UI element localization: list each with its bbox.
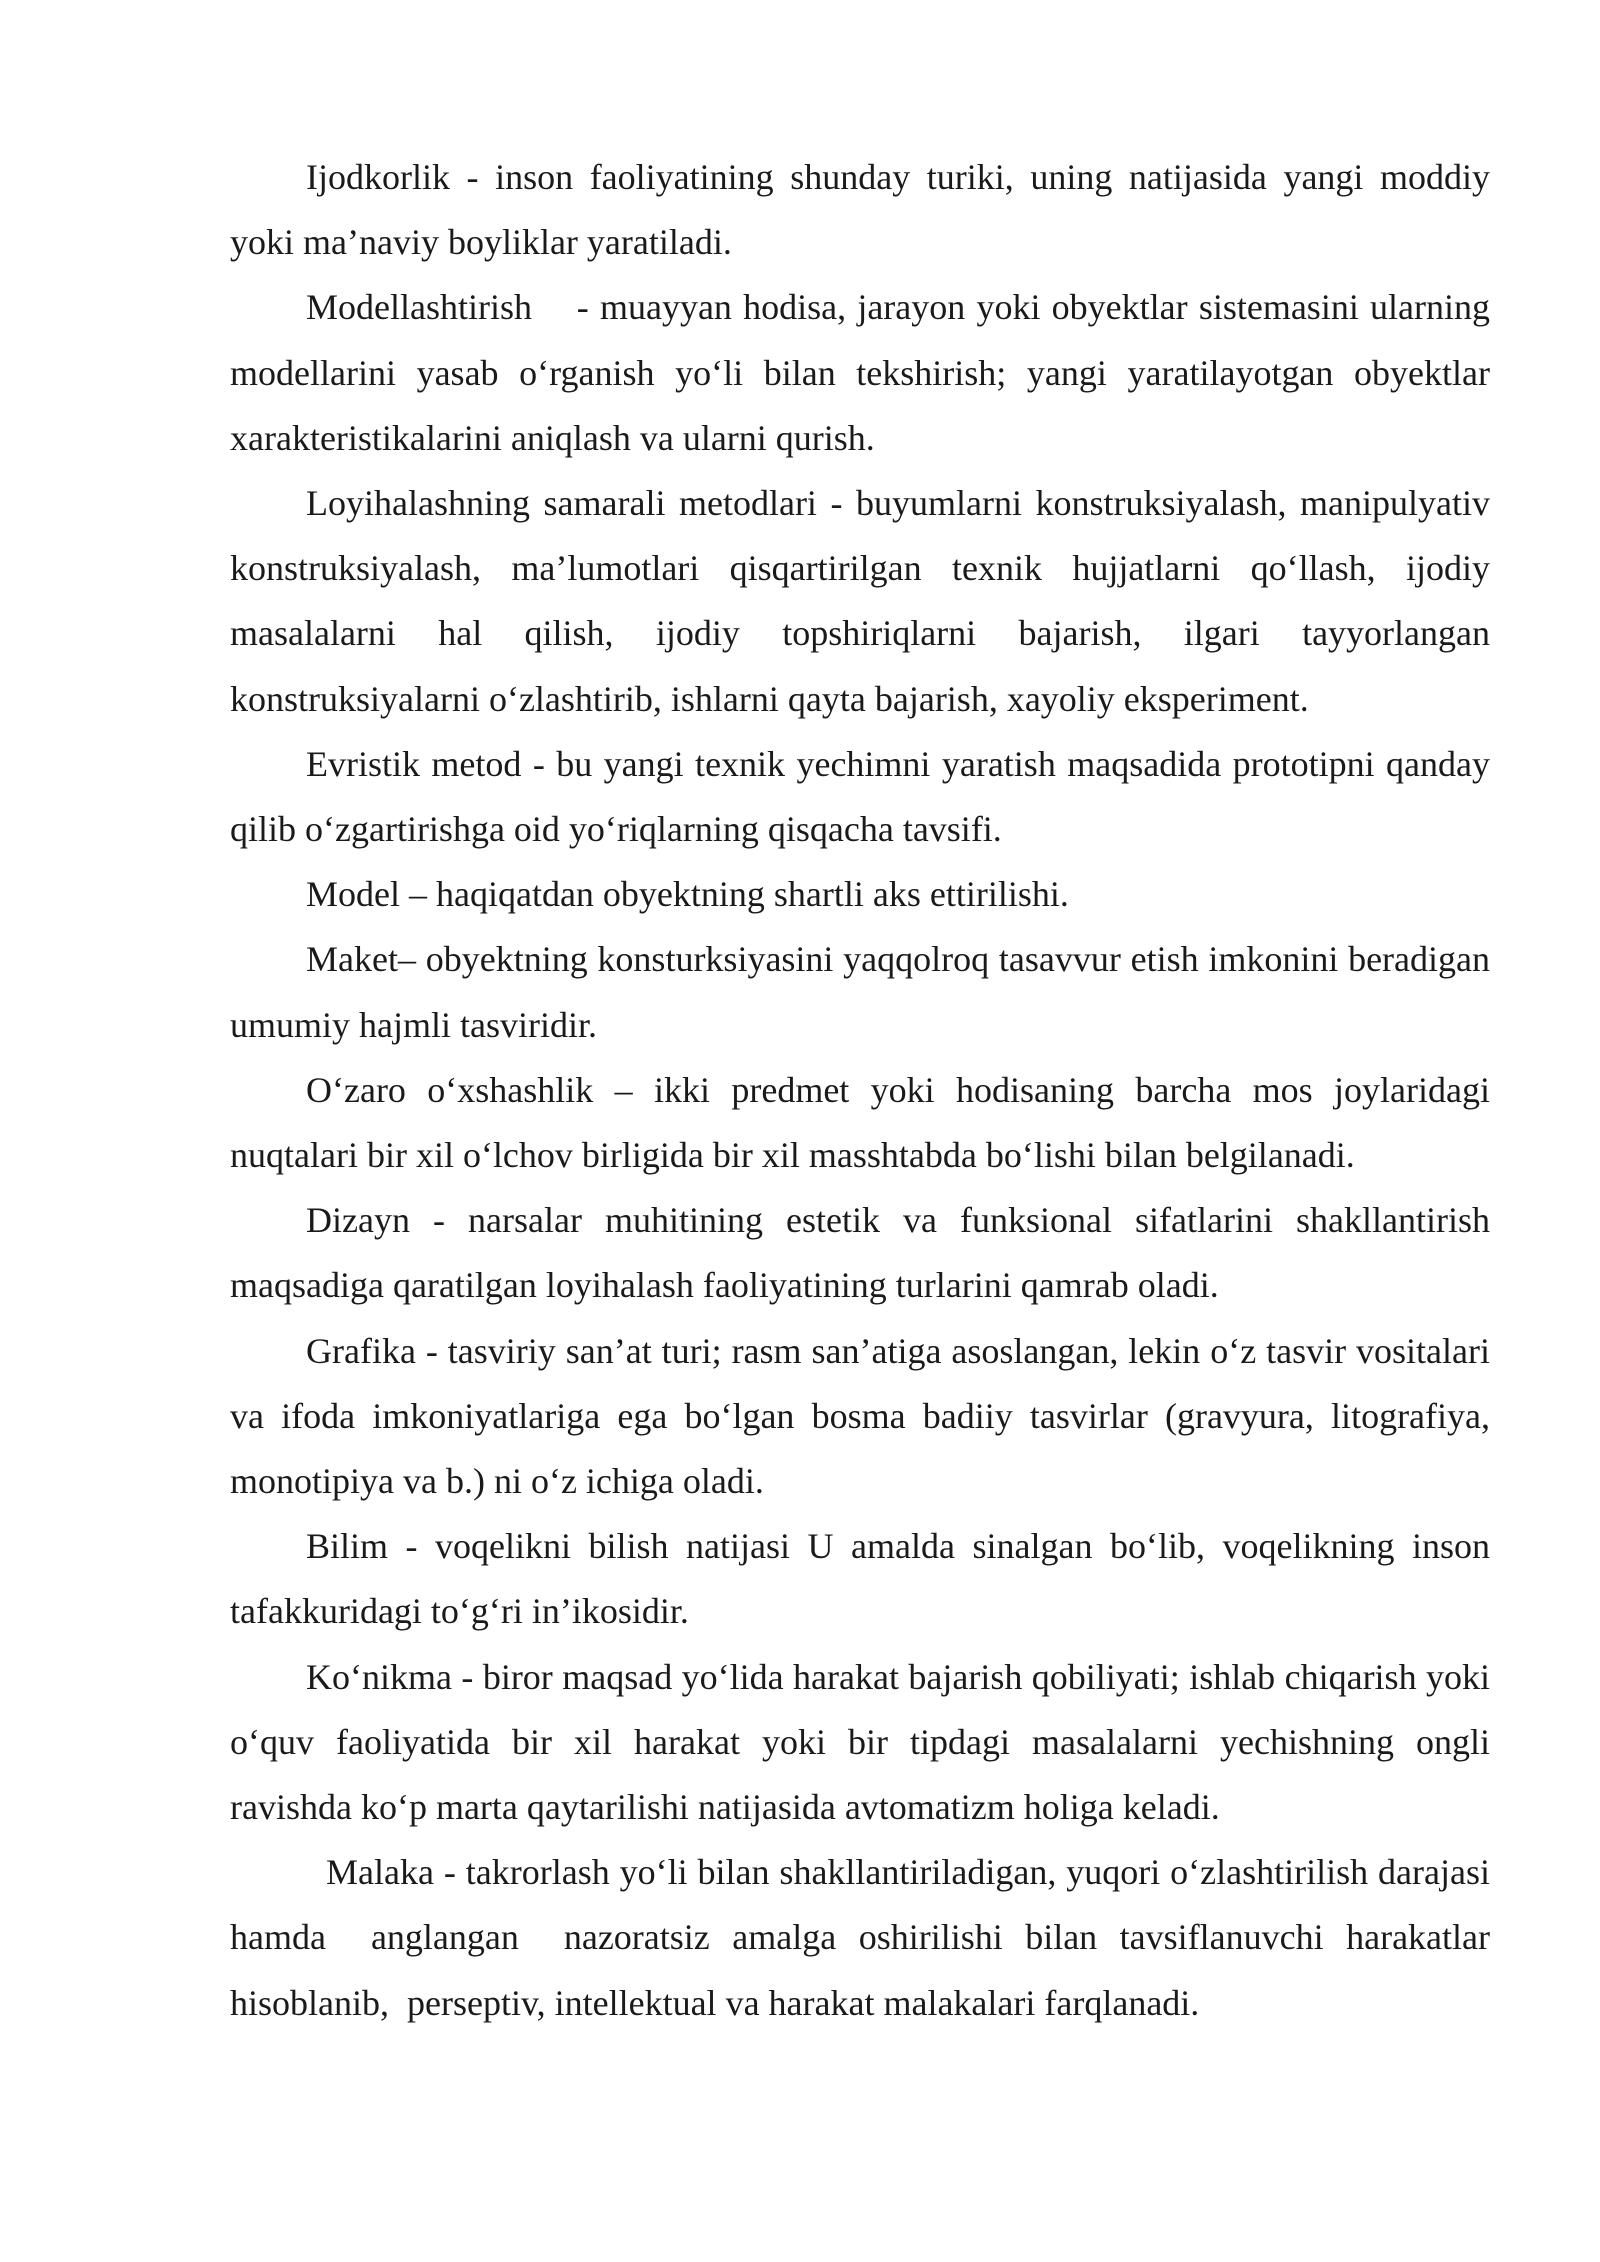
paragraph-ijodkorlik: Ijodkorlik - inson faoliyatining shunday turiki, uning natijasida yangi moddiy yoki ma’naviy boyliklar yaratiladi. (230, 157, 1490, 263)
paragraph-ozaro-oxshashlik: O‘zaro o‘xshashlik – ikki predmet yoki hodisaning barcha mos joylaridagi nuqtalari bir xil o‘lchov birligida bir xil masshtabda bo‘lishi bilan belgilanadi. (230, 1069, 1490, 1176)
paragraph-modellashtirish: Modellashtirish - muayyan hodisa, jarayon yoki obyektlar sistemasini ularning modellarini yasab o‘rganish yo‘li bilan tekshirish; yangi yaratilayotgan obyektlar xarakteristikalarini aniqlash va ularni qurish. (230, 287, 1499, 458)
paragraph-grafika: Grafika - tasviriy san’at turi; rasm san’atiga asoslangan, lekin o‘z tasvir vositalari va ifoda imkoniyatlariga ega bo‘lgan bosma badiiy tasvirlar (gravyura, litografiya, monotipiya va b.) ni o‘z ichiga oladi. (230, 1330, 1490, 1502)
document-body (230, 145, 1499, 2036)
paragraph-konikma: Ko‘nikma - biror maqsad yo‘lida harakat bajarish qobiliyati; ishlab chiqarish yoki o‘quv faoliyatida bir xil harakat yoki bir tipdagi masalalarni yechishning ongli ravishda ko‘p marta qaytarilishi natijasida avtomatizm holiga keladi. (230, 1656, 1490, 1828)
paragraph-loyihalash-metodlari: Loyihalashning samarali metodlari - buyumlarni konstruksiyalash, manipulyativ konstruksiyalash, ma’lumotlari qisqartirilgan texnik hujjatlarni qo‘llash, ijodiy masalalarni hal qilish, ijodiy topshiriqlarni bajarish, ilgari tayyorlangan konstruksiyalarni o‘zlashtirib, ishlarni qayta bajarish, xayoliy eksperiment. (230, 483, 1490, 719)
paragraph-evristik-metod: Evristik metod - bu yangi texnik yechimni yaratish maqsadida prototipni qanday qilib o‘zgartirishga oid yo‘riqlarning qisqacha tavsifi. (230, 743, 1490, 850)
paragraph-model: Model – haqiqatdan obyektning shartli aks ettirilishi. (306, 874, 1069, 915)
paragraph-malaka: Malaka - takrorlash yo‘li bilan shakllantiriladigan, yuqori o‘zlashtirilish darajasi hamda anglangan nazoratsiz amalga oshirilishi bilan tavsiflanuvchi harakatlar hisoblanib, perseptiv, intellektual va harakat malakalari farqlanadi. (230, 1852, 1499, 2023)
paragraph-maket: Maket– obyektning konsturksiyasini yaqqolroq tasavvur etish imkonini beradigan umumiy hajmli tasviridir. (230, 939, 1490, 1045)
paragraph-dizayn: Dizayn - narsalar muhitining estetik va funksional sifatlarini shakllantirish maqsadiga qaratilgan loyihalash faoliyatining turlarini qamrab oladi. (230, 1200, 1490, 1306)
paragraph-bilim: Bilim - voqelikni bilish natijasi U amalda sinalgan bo‘lib, voqelikning inson tafakkuridagi to‘g‘ri in’ikosidir. (230, 1526, 1490, 1632)
